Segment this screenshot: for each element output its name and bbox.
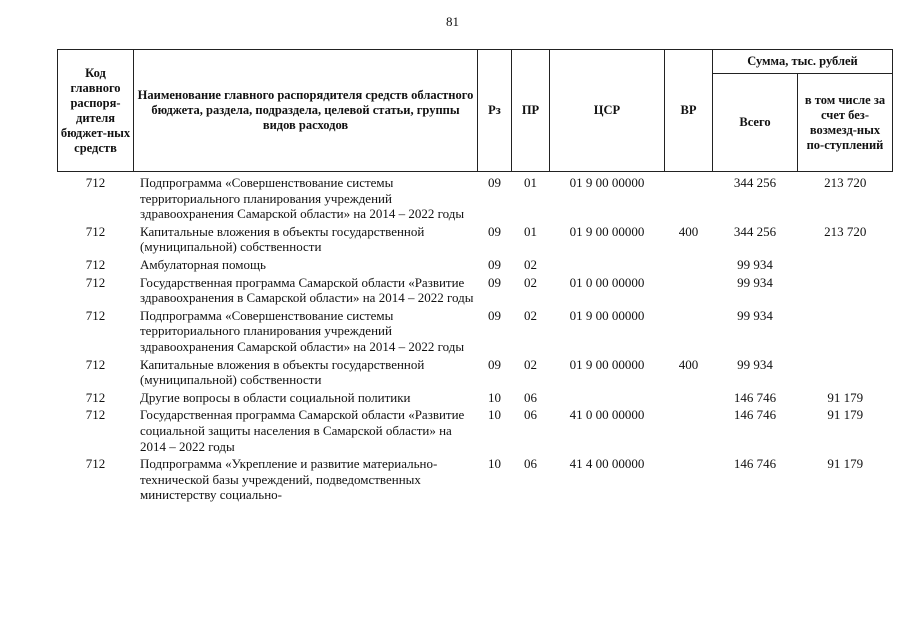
cell-incl: 91 179: [827, 456, 864, 472]
header-pr: ПР: [512, 50, 550, 172]
header-sum: Сумма, тыс. рублей: [713, 50, 893, 74]
cell-name: Подпрограмма «Совершенствование системы территориального планирования учреждений здравоохранения Самарской области» на 2014 – 2022 годы: [140, 307, 465, 354]
cell-rz: 09: [488, 356, 501, 372]
cell-code: 712: [85, 456, 106, 472]
table-row: [58, 223, 893, 256]
cell-incl: 91 179: [827, 407, 864, 423]
cell-pr: 06: [524, 456, 537, 472]
cell-pr: 02: [524, 256, 537, 272]
cell-csr: 01 9 00 00000: [569, 175, 645, 190]
cell-vr: [665, 172, 713, 223]
cell-code: 712: [85, 389, 106, 405]
table-body: [58, 172, 893, 504]
cell-total: 99 934: [737, 274, 773, 290]
cell-csr: [550, 256, 665, 274]
cell-vr: [665, 455, 713, 504]
cell-rz: 09: [488, 175, 501, 190]
cell-csr: [550, 389, 665, 407]
cell-total: 99 934: [737, 356, 773, 372]
cell-vr: 400: [678, 223, 699, 239]
budget-table: [57, 49, 893, 504]
cell-name: Государственная программа Самарской области «Развитие социальной защиты населения в Самарской области» на 2014 – 2022 годы: [140, 407, 465, 454]
table-header: [58, 50, 893, 172]
page-number: 81: [446, 14, 459, 29]
cell-rz: 09: [488, 256, 501, 272]
cell-vr: [665, 389, 713, 407]
cell-pr: 01: [524, 175, 537, 190]
cell-total: 146 746: [733, 389, 777, 405]
cell-csr: 41 0 00 00000: [569, 407, 645, 423]
header-csr: ЦСР: [550, 50, 665, 172]
cell-csr: 01 9 00 00000: [569, 307, 645, 323]
table-row: [58, 356, 893, 389]
cell-rz: 10: [488, 456, 501, 472]
cell-incl: 91 179: [827, 389, 864, 405]
header-vr: ВР: [665, 50, 713, 172]
cell-pr: 01: [524, 223, 537, 239]
header-name: Наименование главного распорядителя средств областного бюджета, раздела, подраздела, целевой статьи, группы видов расходов: [134, 50, 478, 172]
cell-name: Амбулаторная помощь: [140, 256, 266, 272]
header-total: Всего: [713, 74, 798, 172]
cell-total: 344 256: [733, 175, 777, 190]
cell-incl: [798, 256, 893, 274]
cell-total: 344 256: [733, 223, 777, 239]
cell-total: 146 746: [733, 407, 777, 423]
cell-csr: 01 9 00 00000: [569, 223, 645, 239]
cell-vr: [665, 256, 713, 274]
cell-rz: 10: [488, 407, 501, 423]
cell-vr: [665, 406, 713, 455]
cell-csr: 01 9 00 00000: [569, 356, 645, 372]
cell-pr: 02: [524, 307, 537, 323]
cell-name: Капитальные вложения в объекты государственной (муниципальной) собственности: [140, 356, 425, 388]
table-row: [58, 307, 893, 356]
cell-vr: [665, 274, 713, 307]
cell-csr: 01 0 00 00000: [569, 274, 645, 290]
cell-total: 99 934: [737, 256, 773, 272]
cell-rz: 09: [488, 307, 501, 323]
table-row: [58, 172, 893, 223]
cell-incl: [798, 356, 893, 389]
cell-pr: 02: [524, 274, 537, 290]
cell-code: 712: [85, 223, 106, 239]
cell-incl: 213 720: [824, 223, 867, 239]
table-row: [58, 406, 893, 455]
cell-pr: 02: [524, 356, 537, 372]
cell-csr: 41 4 00 00000: [569, 456, 645, 472]
cell-pr: 06: [524, 407, 537, 423]
header-rz: Рз: [478, 50, 512, 172]
header-incl: в том числе за счет без-возмезд-ных по-ступлений: [798, 74, 893, 172]
cell-code: 712: [85, 307, 106, 323]
table-row: [58, 274, 893, 307]
cell-code: 712: [85, 256, 106, 272]
cell-name: Другие вопросы в области социальной политики: [140, 389, 411, 405]
header-code: Код главного распоря-дителя бюджет-ных средств: [58, 50, 134, 172]
cell-rz: 09: [488, 274, 501, 290]
cell-name: Подпрограмма «Укрепление и развитие материально-технической базы учреждений, подведомственных министерству социально-: [140, 456, 438, 503]
cell-vr: 400: [678, 356, 699, 372]
cell-name: Капитальные вложения в объекты государственной (муниципальной) собственности: [140, 223, 425, 255]
cell-code: 712: [85, 175, 106, 190]
cell-total: 146 746: [733, 456, 777, 472]
cell-name: Подпрограмма «Совершенствование системы территориального планирования учреждений здравоохранения Самарской области» на 2014 – 2022 годы: [140, 175, 465, 222]
cell-incl: [798, 274, 893, 307]
cell-total: 99 934: [737, 307, 773, 323]
table-row: [58, 389, 893, 407]
cell-rz: 10: [488, 389, 501, 405]
cell-code: 712: [85, 356, 106, 372]
cell-incl: 213 720: [824, 175, 867, 190]
cell-name: Государственная программа Самарской области «Развитие здравоохранения в Самарской области» на 2014 – 2022 годы: [140, 274, 474, 306]
cell-code: 712: [85, 407, 106, 423]
cell-code: 712: [85, 274, 106, 290]
cell-rz: 09: [488, 223, 501, 239]
table-row: [58, 256, 893, 274]
cell-vr: [665, 307, 713, 356]
cell-pr: 06: [524, 389, 537, 405]
table-row: [58, 455, 893, 504]
cell-incl: [798, 307, 893, 356]
